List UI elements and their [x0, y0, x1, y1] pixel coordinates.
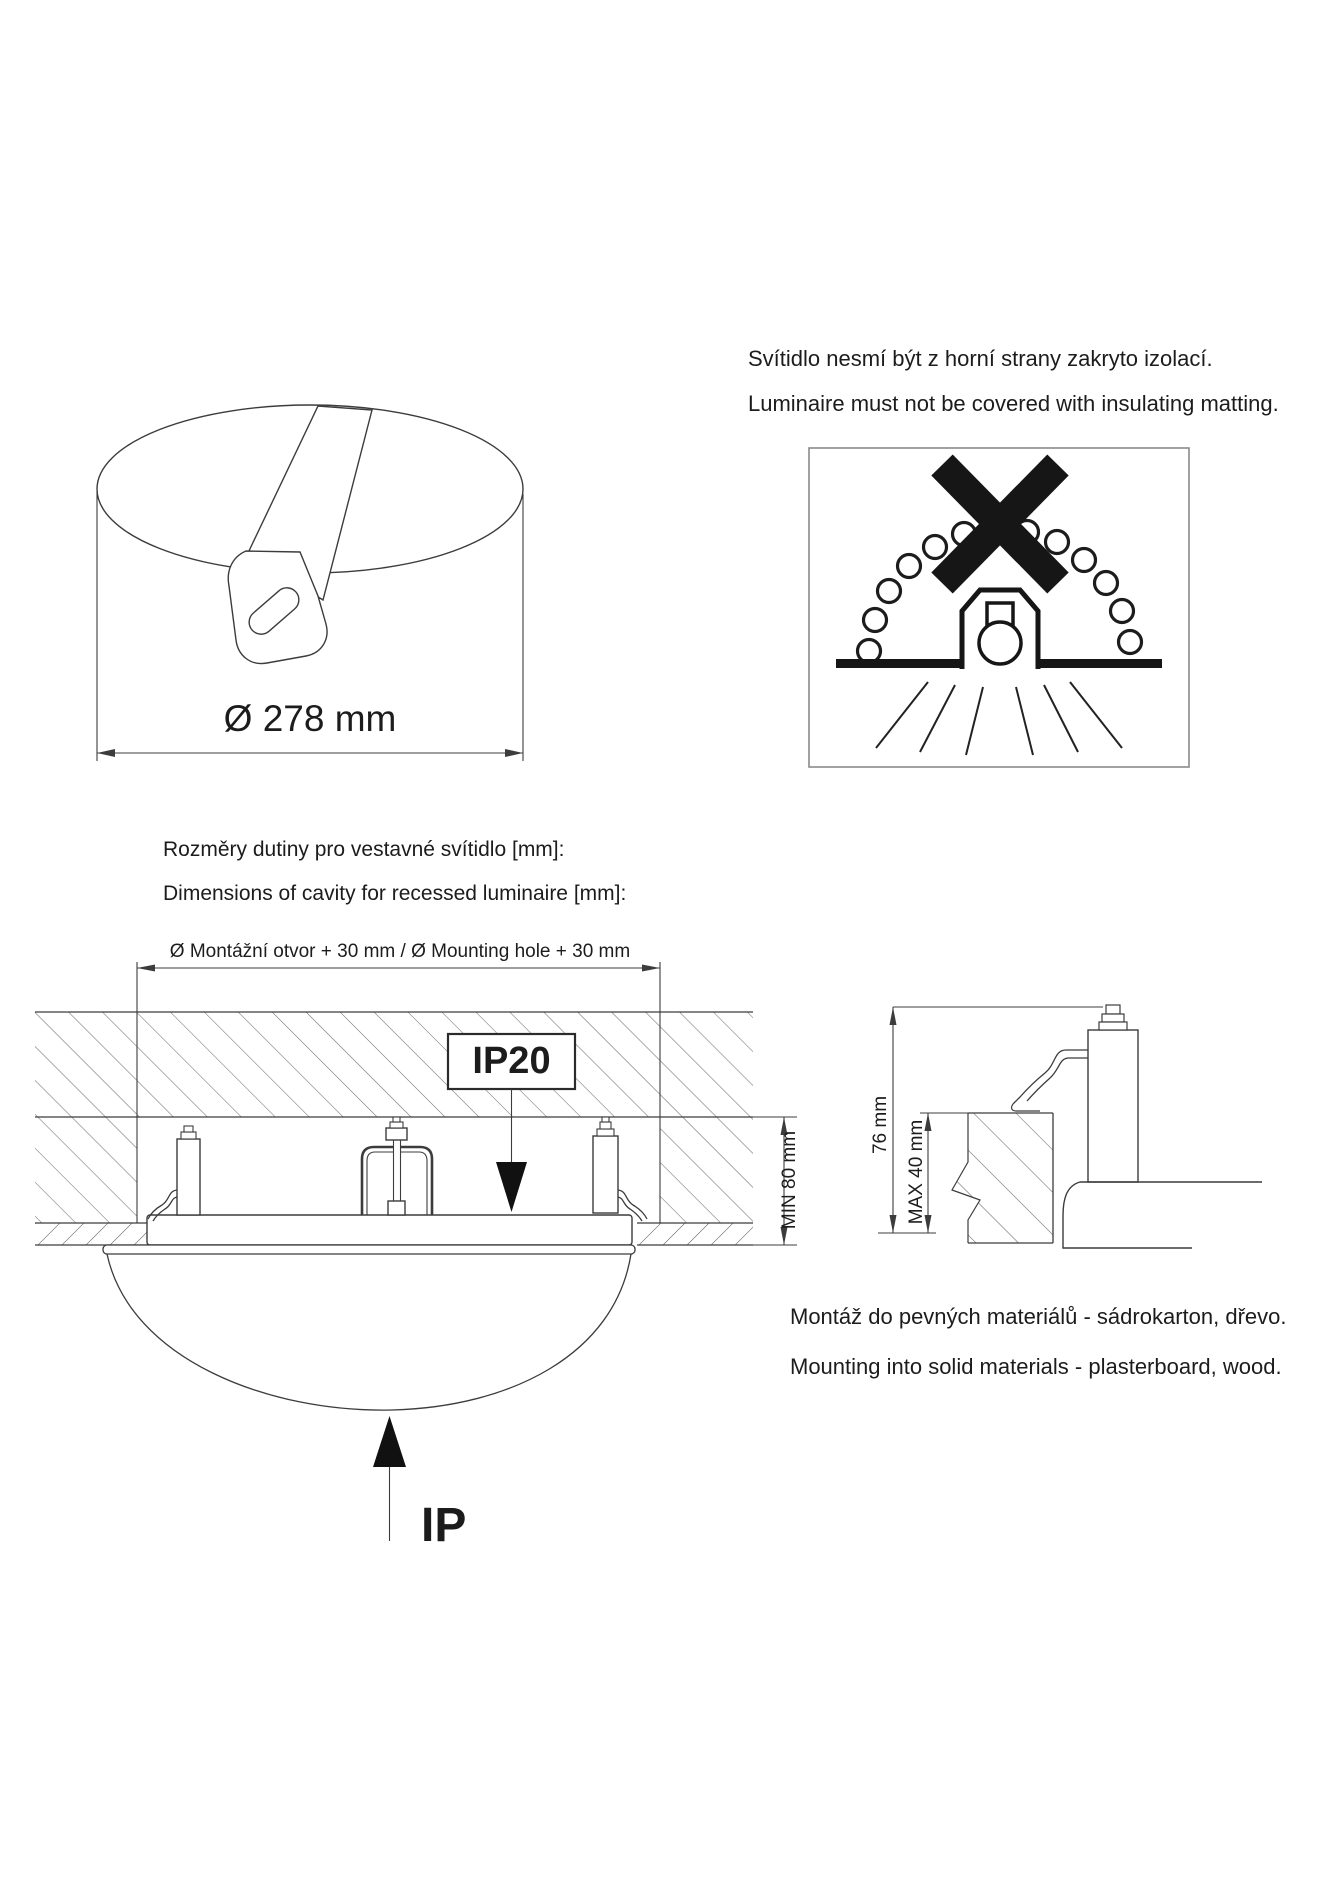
min-depth-label: MIN 80 mm	[779, 1130, 800, 1230]
ceiling-bar-left	[836, 659, 962, 668]
ip20-arrow-down-icon	[496, 1162, 527, 1212]
detail-mounting-post	[1088, 1005, 1138, 1182]
diameter-dimension	[97, 749, 523, 757]
insulation-warning-pictogram	[808, 447, 1190, 768]
ip-callout	[373, 1416, 406, 1541]
mounting-post-left	[148, 1126, 200, 1221]
mounting-bracket	[228, 406, 372, 664]
flange-edge-profile	[1063, 1182, 1262, 1248]
mounting-note-cz: Montáž do pevných materiálů - sádrokarton, dřevo.	[790, 1304, 1287, 1329]
mounting-post-right	[593, 1117, 647, 1221]
ip-label: IP	[421, 1499, 467, 1552]
ip20-badge: IP20	[472, 1040, 551, 1082]
diameter-label: Ø 278 mm	[223, 698, 397, 739]
ceiling-bar-right	[1038, 659, 1162, 668]
spring-clip	[1012, 1050, 1088, 1111]
height-label: 76 mm	[870, 1095, 891, 1155]
insulation-warning-en: Luminaire must not be covered with insulating matting.	[748, 391, 1279, 416]
mounting-hole-dim-label: Ø Montážní otvor + 30 mm / Ø Mounting hole + 30 mm	[169, 941, 631, 962]
luminaire-base	[103, 1215, 635, 1410]
ip-arrow-up-icon	[373, 1416, 406, 1467]
mounting-board-section	[952, 1113, 1053, 1243]
insulation-warning-cz: Svítidlo nesmí být z horní strany zakryto izolací.	[748, 346, 1213, 371]
max-thickness-label: MAX 40 mm	[906, 1119, 927, 1225]
diffuser-dome	[107, 1254, 631, 1410]
cavity-heading-en: Dimensions of cavity for recessed luminaire [mm]:	[163, 882, 627, 905]
cavity-heading-cz: Rozměry dutiny pro vestavné svítidlo [mm]:	[163, 838, 565, 861]
center-fixing-bracket	[362, 1117, 432, 1215]
mounting-note-en: Mounting into solid materials - plasterboard, wood.	[790, 1354, 1282, 1379]
